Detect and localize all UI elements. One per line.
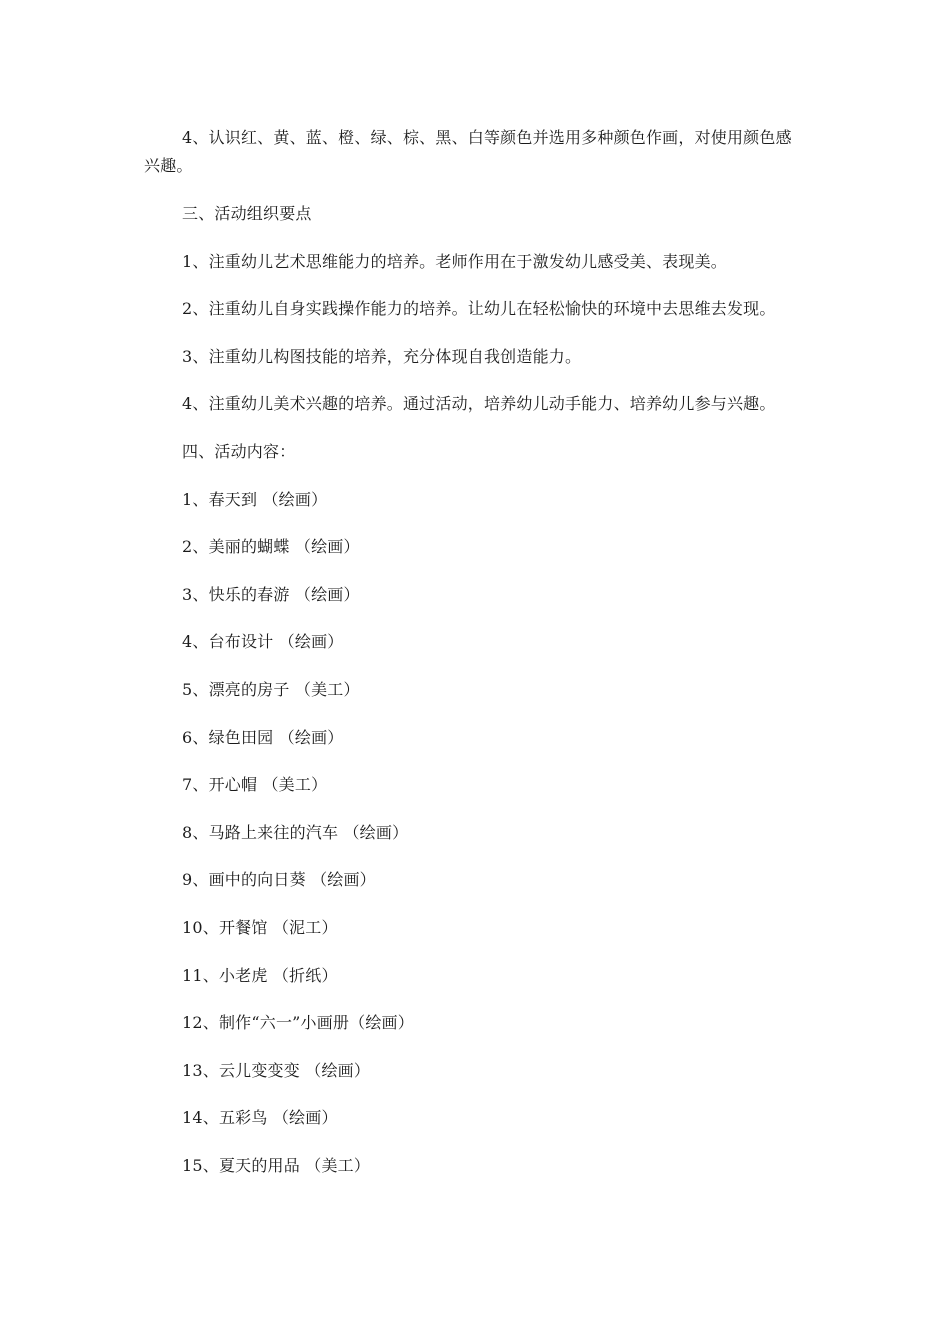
document-body xyxy=(144,124,804,1199)
paragraph-color-goal: 4、认识红、黄、蓝、橙、绿、棕、黑、白等颜色并选用多种颜色作画，对使用颜色感兴趣。 xyxy=(144,128,792,175)
activity-item: 4、台布设计 （绘画） xyxy=(182,632,344,652)
activity-item: 10、开餐馆 （泥工） xyxy=(182,917,338,937)
activity-item: 11、小老虎 （折纸） xyxy=(182,965,338,985)
activity-item: 12、制作“六一”小画册（绘画） xyxy=(182,1013,414,1033)
activity-item: 13、云儿变变变 （绘画） xyxy=(182,1060,371,1080)
section-heading-key-points: 三、活动组织要点 xyxy=(182,204,312,223)
activity-item: 14、五彩鸟 （绘画） xyxy=(182,1108,338,1128)
activity-item: 3、快乐的春游 （绘画） xyxy=(182,584,360,604)
activity-item: 2、美丽的蝴蝶 （绘画） xyxy=(182,537,360,557)
key-point-4: 4、注重幼儿美术兴趣的培养。通过活动，培养幼儿动手能力、培养幼儿参与兴趣。 xyxy=(182,394,776,414)
section-heading-activities: 四、活动内容： xyxy=(182,441,296,461)
activity-item: 9、画中的向日葵 （绘画） xyxy=(182,870,376,890)
activity-item: 8、马路上来往的汽车 （绘画） xyxy=(182,822,409,842)
activity-item: 7、开心帽 （美工） xyxy=(182,775,328,795)
activity-item: 5、漂亮的房子 （美工） xyxy=(182,679,360,699)
key-point-2: 2、注重幼儿自身实践操作能力的培养。让幼儿在轻松愉快的环境中去思维去发现。 xyxy=(182,299,776,319)
activity-item: 15、夏天的用品 （美工） xyxy=(182,1155,371,1175)
activity-item: 1、春天到 （绘画） xyxy=(182,489,328,509)
key-point-1: 1、注重幼儿艺术思维能力的培养。老师作用在于激发幼儿感受美、表现美。 xyxy=(182,251,727,271)
activity-item: 6、绿色田园 （绘画） xyxy=(182,727,344,747)
key-point-3: 3、注重幼儿构图技能的培养，充分体现自我创造能力。 xyxy=(182,346,582,366)
